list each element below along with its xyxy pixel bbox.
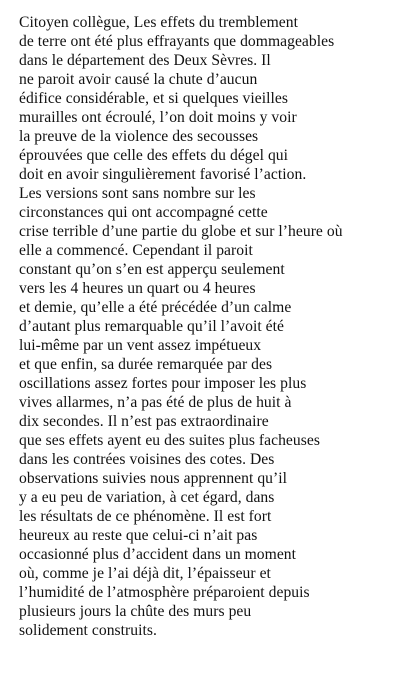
text-line-18: lui-même par un vent assez impétueux [19, 337, 262, 354]
text-line-2: de terre ont été plus effrayants que dommageables [19, 33, 335, 50]
text-line-22: dix secondes. Il n’est pas extraordinaire [19, 413, 269, 430]
text-line-26: y a eu peu de variation, à cet égard, dans [19, 489, 275, 506]
text-line-3: dans le département des Deux Sèvres. Il [19, 52, 271, 69]
text-line-5: édifice considérable, et si quelques vieilles [19, 90, 288, 107]
text-line-24: dans les contrées voisines des cotes. Des [19, 451, 275, 468]
text-line-7: la preuve de la violence des secousses [19, 128, 259, 145]
text-line-30: où, comme je l’ai déjà dit, l’épaisseur et [19, 565, 271, 582]
text-line-33: solidement construits. [19, 622, 157, 639]
text-line-31: l’humidité de l’atmosphère préparoient depuis [19, 584, 310, 601]
text-line-28: heureux au reste que celui-ci n’ait pas [19, 527, 258, 544]
text-line-21: vives allarmes, n’a pas été de plus de huit à [19, 394, 292, 411]
text-line-17: d’autant plus remarquable qu’il l’avoit été [19, 318, 284, 335]
text-line-9: doit en avoir singulièrement favorisé l’action. [19, 166, 307, 183]
text-line-12: crise terrible d’une partie du globe et sur l’heure où [19, 223, 343, 240]
text-line-4: ne paroit avoir causé la chute d’aucun [19, 71, 258, 88]
text-line-8: éprouvées que celle des effets du dégel qui [19, 147, 289, 164]
text-line-32: plusieurs jours la chûte des murs peu [19, 603, 252, 620]
text-line-27: les résultats de ce phénomène. Il est fort [19, 508, 272, 525]
text-line-6: murailles ont écroulé, l’on doit moins y voir [19, 109, 297, 126]
text-line-25: observations suivies nous apprennent qu’il [19, 470, 288, 487]
text-line-1: Citoyen collègue, Les effets du tremblement [19, 14, 298, 31]
text-line-11: circonstances qui ont accompagné cette [19, 204, 268, 221]
text-line-14: constant qu’on s’en est apperçu seulement [19, 261, 285, 278]
text-line-29: occasionné plus d’accident dans un moment [19, 546, 297, 563]
text-line-10: Les versions sont sans nombre sur les [19, 185, 256, 202]
text-line-16: et demie, qu’elle a été précédée d’un calme [19, 299, 292, 316]
letter-text-block [19, 13, 411, 640]
text-line-15: vers les 4 heures un quart ou 4 heures [19, 280, 256, 297]
text-line-13: elle a commencé. Cependant il paroit [19, 242, 253, 259]
text-line-23: que ses effets ayent eu des suites plus facheuses [19, 432, 320, 449]
text-line-19: et que enfin, sa durée remarquée par des [19, 356, 273, 373]
text-line-20: oscillations assez fortes pour imposer les plus [19, 375, 307, 392]
